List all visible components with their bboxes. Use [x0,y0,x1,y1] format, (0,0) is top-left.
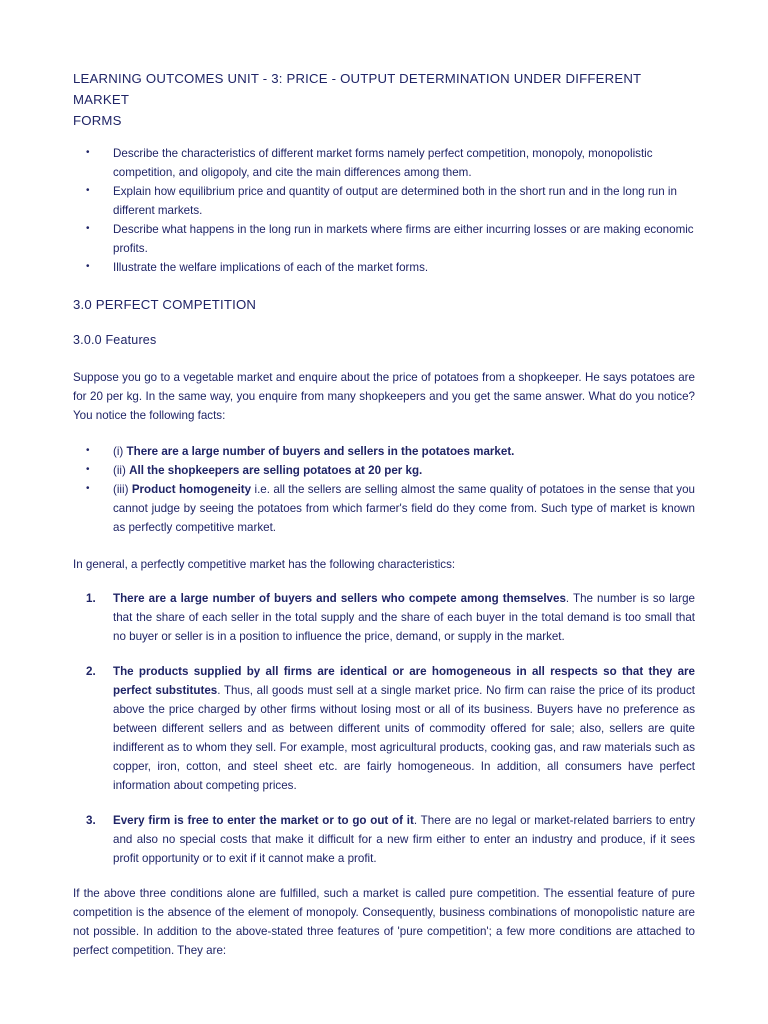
facts-list [73,442,695,537]
section-title: 3.0 PERFECT COMPETITION [73,297,257,312]
closing-paragraph: If the above three conditions alone are fulfilled, such a market is called pure competition. The essential feature of pure competition is the absence of the element of monopoly. Consequently, business combinations of monopolistic nature are not possible. In addition to the above-stated three features of 'pure competition'; a few more conditions are attached to perfect competition. They are: [73,887,695,957]
list-item: • Illustrate the welfare implications of each of the market forms. [113,258,695,277]
learning-outcomes-list [73,144,695,277]
learning-outcomes-title: LEARNING OUTCOMES UNIT - 3: PRICE - OUTPUT DETERMINATION UNDER DIFFERENT MARKET FORMS [73,71,642,128]
general-paragraph: In general, a perfectly competitive market has the following characteristics: [73,558,456,571]
list-item: • Describe the characteristics of different market forms namely perfect competition, monopoly, monopolistic competition, and oligopoly, and cite the main differences among them. [113,144,695,182]
intro-paragraph: Suppose you go to a vegetable market and enquire about the price of potatoes from a shopkeeper. He says potatoes are for 20 per kg. In the same way, you enquire from many shopkeepers and you get the same answer. What do you notice? You notice the following facts: [73,371,695,422]
list-item: • (ii) All the shopkeepers are selling potatoes at 20 per kg. [113,461,695,480]
list-item: 1. There are a large number of buyers and sellers who compete among themselves. The number is so large that the share of each seller in the total supply and the share of each buyer in the total demand is too small that no buyer or seller is in a position to influence the price, demand, or supply in the market. [86,592,695,643]
list-item: • Explain how equilibrium price and quantity of output are determined both in the short run and in the long run in different markets. [113,182,695,220]
list-item: 2. The products supplied by all firms are identical or are homogeneous in all respects so that they are perfect substitutes. Thus, all goods must sell at a single market price. No firm can raise the price of its product above the price charged by other firms without losing most or all of its business. Buyers have no preference as between different sellers and as between different units of commodity offered for sale; also, sellers are quite indifferent as to whom they sell. For example, most agricultural products, cooking gas, and raw materials such as copper, iron, cotton, and steel sheet etc. are fairly homogeneous. In addition, all consumers have perfect information about competing prices. [86,665,695,792]
subsection-title: 3.0.0 Features [73,333,157,347]
list-item: • (iii) Product homogeneity i.e. all the sellers are selling almost the same quality of potatoes in the sense that you cannot judge by seeing the potatoes from which farmer's field do they come from. Such type of market is known as perfectly competitive market. [113,480,695,537]
characteristics-list [73,589,695,868]
list-item: 3. Every firm is free to enter the market or to go out of it. There are no legal or market-related barriers to entry and also no special costs that make it difficult for a new firm either to enter an industry and produce, if it sees profit opportunity or to exit if it cannot make a profit. [86,814,695,865]
list-item: • (i) There are a large number of buyers and sellers in the potatoes market. [113,442,695,461]
list-item: • Describe what happens in the long run in markets where firms are either incurring losses or are making economic profits. [113,220,695,258]
